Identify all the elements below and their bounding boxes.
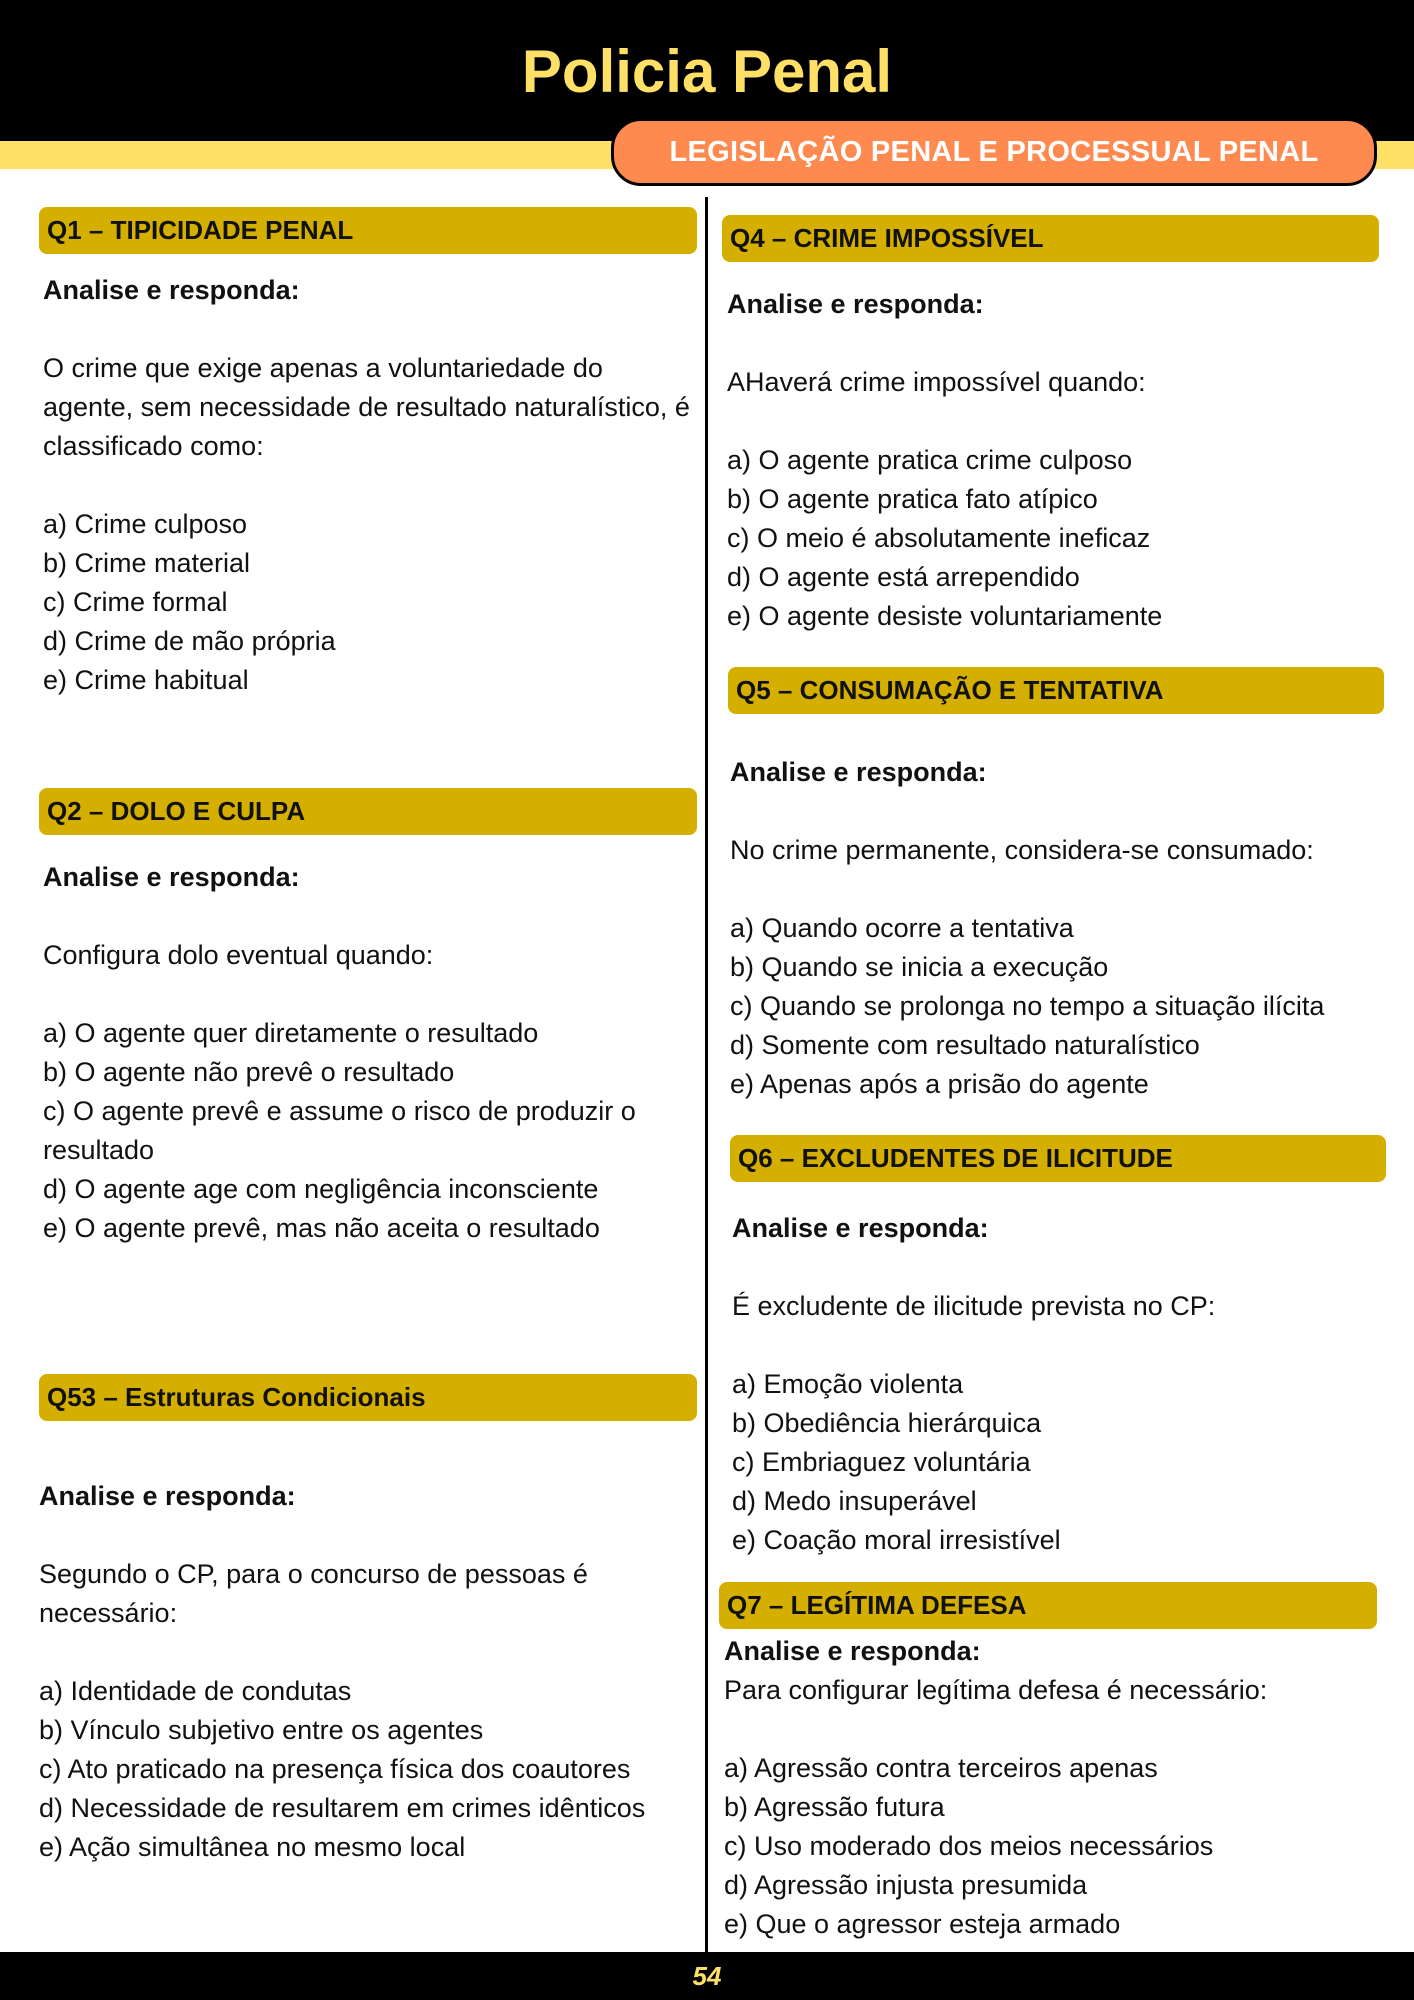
q1-option-b: b) Crime material [43,548,251,578]
q4-option-b: b) O agente pratica fato atípico [727,484,1098,514]
q1-option-a: a) Crime culposo [43,509,248,539]
q53-option-c: c) Ato praticado na presença física dos coautores [39,1754,631,1784]
q1-body [43,271,693,700]
q2-option-a: a) O agente quer diretamente o resultado [43,1018,539,1048]
q53-option-a: a) Identidade de condutas [39,1676,352,1706]
q2-stem: Configura dolo eventual quando: [43,940,434,970]
q5-body [730,753,1380,1104]
q2-option-c: c) O agente prevê e assume o risco de produzir o resultado [43,1096,636,1165]
q4-body [727,285,1377,636]
q53-stem: Segundo o CP, para o concurso de pessoas é necessário: [39,1559,588,1628]
q7-option-b: b) Agressão futura [724,1792,945,1822]
q7-prompt: Analise e responda: [724,1636,981,1666]
q6-option-a: a) Emoção violenta [732,1369,964,1399]
q53-prompt: Analise e responda: [39,1481,296,1511]
q53-heading: Q53 – Estruturas Condicionais [39,1374,697,1421]
q4-option-e: e) O agente desiste voluntariamente [727,601,1163,631]
q2-heading: Q2 – DOLO E CULPA [39,788,697,835]
q5-option-a: a) Quando ocorre a tentativa [730,913,1074,943]
q1-stem: O crime que exige apenas a voluntariedade do agente, sem necessidade de resultado naturalístico, é classificado como: [43,353,690,461]
q4-prompt: Analise e responda: [727,289,984,319]
q2-option-d: d) O agente age com negligência inconsciente [43,1174,599,1204]
subject-pill: LEGISLAÇÃO PENAL E PROCESSUAL PENAL [611,118,1377,186]
q53-option-e: e) Ação simultânea no mesmo local [39,1832,466,1862]
q1-option-c: c) Crime formal [43,587,228,617]
q6-prompt: Analise e responda: [732,1213,989,1243]
q7-stem: Para configurar legítima defesa é necessário: [724,1675,1268,1705]
q6-option-d: d) Medo insuperável [732,1486,977,1516]
q7-option-c: c) Uso moderado dos meios necessários [724,1831,1214,1861]
q4-stem: AHaverá crime impossível quando: [727,367,1146,397]
q5-heading: Q5 – CONSUMAÇÃO E TENTATIVA [728,667,1384,714]
q5-prompt: Analise e responda: [730,757,987,787]
q6-option-c: c) Embriaguez voluntária [732,1447,1031,1477]
q5-option-d: d) Somente com resultado naturalístico [730,1030,1200,1060]
q5-stem: No crime permanente, considera-se consumado: [730,835,1314,865]
q5-option-b: b) Quando se inicia a execução [730,952,1109,982]
q4-option-a: a) O agente pratica crime culposo [727,445,1133,475]
q53-option-d: d) Necessidade de resultarem em crimes idênticos [39,1793,646,1823]
q2-body [43,858,693,1248]
page-number: 54 [692,1961,722,1991]
q7-option-d: d) Agressão injusta presumida [724,1870,1088,1900]
q7-body [724,1632,1374,1944]
q53-body [39,1477,699,1867]
column-divider [705,197,708,1952]
q6-stem: É excludente de ilicitude prevista no CP: [732,1291,1216,1321]
q2-option-e: e) O agente prevê, mas não aceita o resultado [43,1213,600,1243]
q2-option-b: b) O agente não prevê o resultado [43,1057,455,1087]
q1-heading: Q1 – TIPICIDADE PENAL [39,207,697,254]
q6-option-e: e) Coação moral irresistível [732,1525,1061,1555]
q7-option-a: a) Agressão contra terceiros apenas [724,1753,1158,1783]
q6-option-b: b) Obediência hierárquica [732,1408,1042,1438]
q1-prompt: Analise e responda: [43,275,300,305]
q5-option-e: e) Apenas após a prisão do agente [730,1069,1149,1099]
q6-body [732,1209,1382,1560]
q4-option-c: c) O meio é absolutamente ineficaz [727,523,1151,553]
q5-option-c: c) Quando se prolonga no tempo a situação ilícita [730,991,1325,1021]
q7-heading: Q7 – LEGÍTIMA DEFESA [719,1582,1377,1629]
q53-option-b: b) Vínculo subjetivo entre os agentes [39,1715,484,1745]
q4-heading: Q4 – CRIME IMPOSSÍVEL [722,215,1379,262]
q4-option-d: d) O agente está arrependido [727,562,1080,592]
page-title: Policia Penal [521,38,893,105]
q2-prompt: Analise e responda: [43,862,300,892]
q6-heading: Q6 – EXCLUDENTES DE ILICITUDE [730,1135,1386,1182]
q7-option-e: e) Que o agressor esteja armado [724,1909,1121,1939]
q1-option-d: d) Crime de mão própria [43,626,336,656]
q1-option-e: e) Crime habitual [43,665,249,695]
